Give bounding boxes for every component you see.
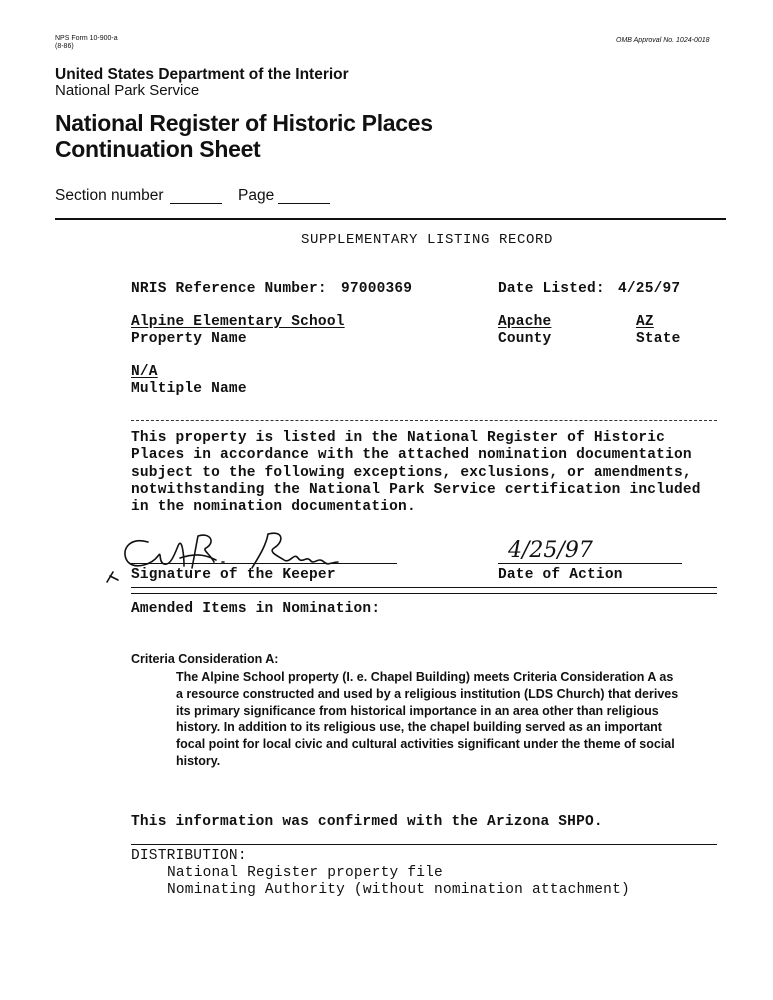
property-name-value: Alpine Elementary School <box>131 314 345 330</box>
property-name-label: Property Name <box>131 331 247 347</box>
criteria-line: its primary significance from historical importance in an area other than religious <box>176 703 659 718</box>
section-number-label: Section number <box>55 187 164 204</box>
page-blank <box>278 203 330 204</box>
date-listed-value: 4/25/97 <box>618 281 681 297</box>
service-name: National Park Service <box>55 82 200 99</box>
distribution-divider <box>131 844 717 845</box>
signature-label: Signature of the Keeper <box>131 567 336 583</box>
section-number-blank <box>170 203 222 204</box>
form-date: (8-86) <box>55 43 74 50</box>
distribution-heading: DISTRIBUTION: <box>131 848 247 864</box>
action-date-handwritten: 4/25/97 <box>508 538 593 563</box>
signature-line <box>131 563 397 564</box>
multiple-name-label: Multiple Name <box>131 381 247 397</box>
statement-line: in the nomination documentation. <box>131 499 416 516</box>
statement-line: This property is listed in the National Register of Historic <box>131 430 666 446</box>
county-label: County <box>498 331 552 347</box>
criteria-line: a resource constructed and used by a religious institution (LDS Church) that derives <box>176 686 679 701</box>
omb-approval: OMB Approval No. 1024-0018 <box>616 37 710 44</box>
page-subtitle: Continuation Sheet <box>55 136 261 162</box>
amended-items-heading: Amended Items in Nomination: <box>131 601 381 617</box>
criteria-line: history. <box>176 753 221 768</box>
action-date-line <box>498 563 682 564</box>
state-label: State <box>636 331 681 347</box>
page-label: Page <box>238 187 275 204</box>
header-divider <box>55 218 726 220</box>
distribution-item: National Register property file <box>167 865 443 881</box>
county-value: Apache <box>498 314 552 330</box>
form-number: NPS Form 10-900-a <box>55 35 118 42</box>
distribution-item: Nominating Authority (without nomination attachment) <box>167 882 630 898</box>
date-of-action-label: Date of Action <box>498 567 623 583</box>
nris-reference-label: NRIS Reference Number: <box>131 281 327 297</box>
criteria-line: focal point for local civic and cultural activities significant under the theme of social <box>176 737 675 752</box>
statement-line: Places in accordance with the attached nomination documentation <box>131 447 692 464</box>
statement-line: subject to the following exceptions, exclusions, or amendments, <box>131 464 692 481</box>
listing-statement <box>131 430 701 516</box>
criteria-line: The Alpine School property (I. e. Chapel Building) meets Criteria Consideration A as <box>176 670 674 684</box>
multiple-name-value: N/A <box>131 364 158 380</box>
criteria-consideration-title: Criteria Consideration A: <box>131 652 279 666</box>
double-divider <box>131 587 717 594</box>
record-heading: SUPPLEMENTARY LISTING RECORD <box>301 232 554 248</box>
criteria-line: history. In addition to its religious use, the chapel building served as an important <box>176 720 662 735</box>
state-value: AZ <box>636 314 654 330</box>
shpo-confirmation: This information was confirmed with the Arizona SHPO. <box>131 814 603 830</box>
statement-line: notwithstanding the National Park Service certification included <box>131 481 701 498</box>
criteria-consideration-text <box>176 669 678 770</box>
department-name: United States Department of the Interior <box>55 66 349 83</box>
date-listed-label: Date Listed: <box>498 281 605 297</box>
check-mark-icon <box>104 568 124 584</box>
nris-reference-number: 97000369 <box>341 281 413 297</box>
dashed-divider <box>131 420 717 421</box>
page-title: National Register of Historic Places <box>55 110 433 136</box>
